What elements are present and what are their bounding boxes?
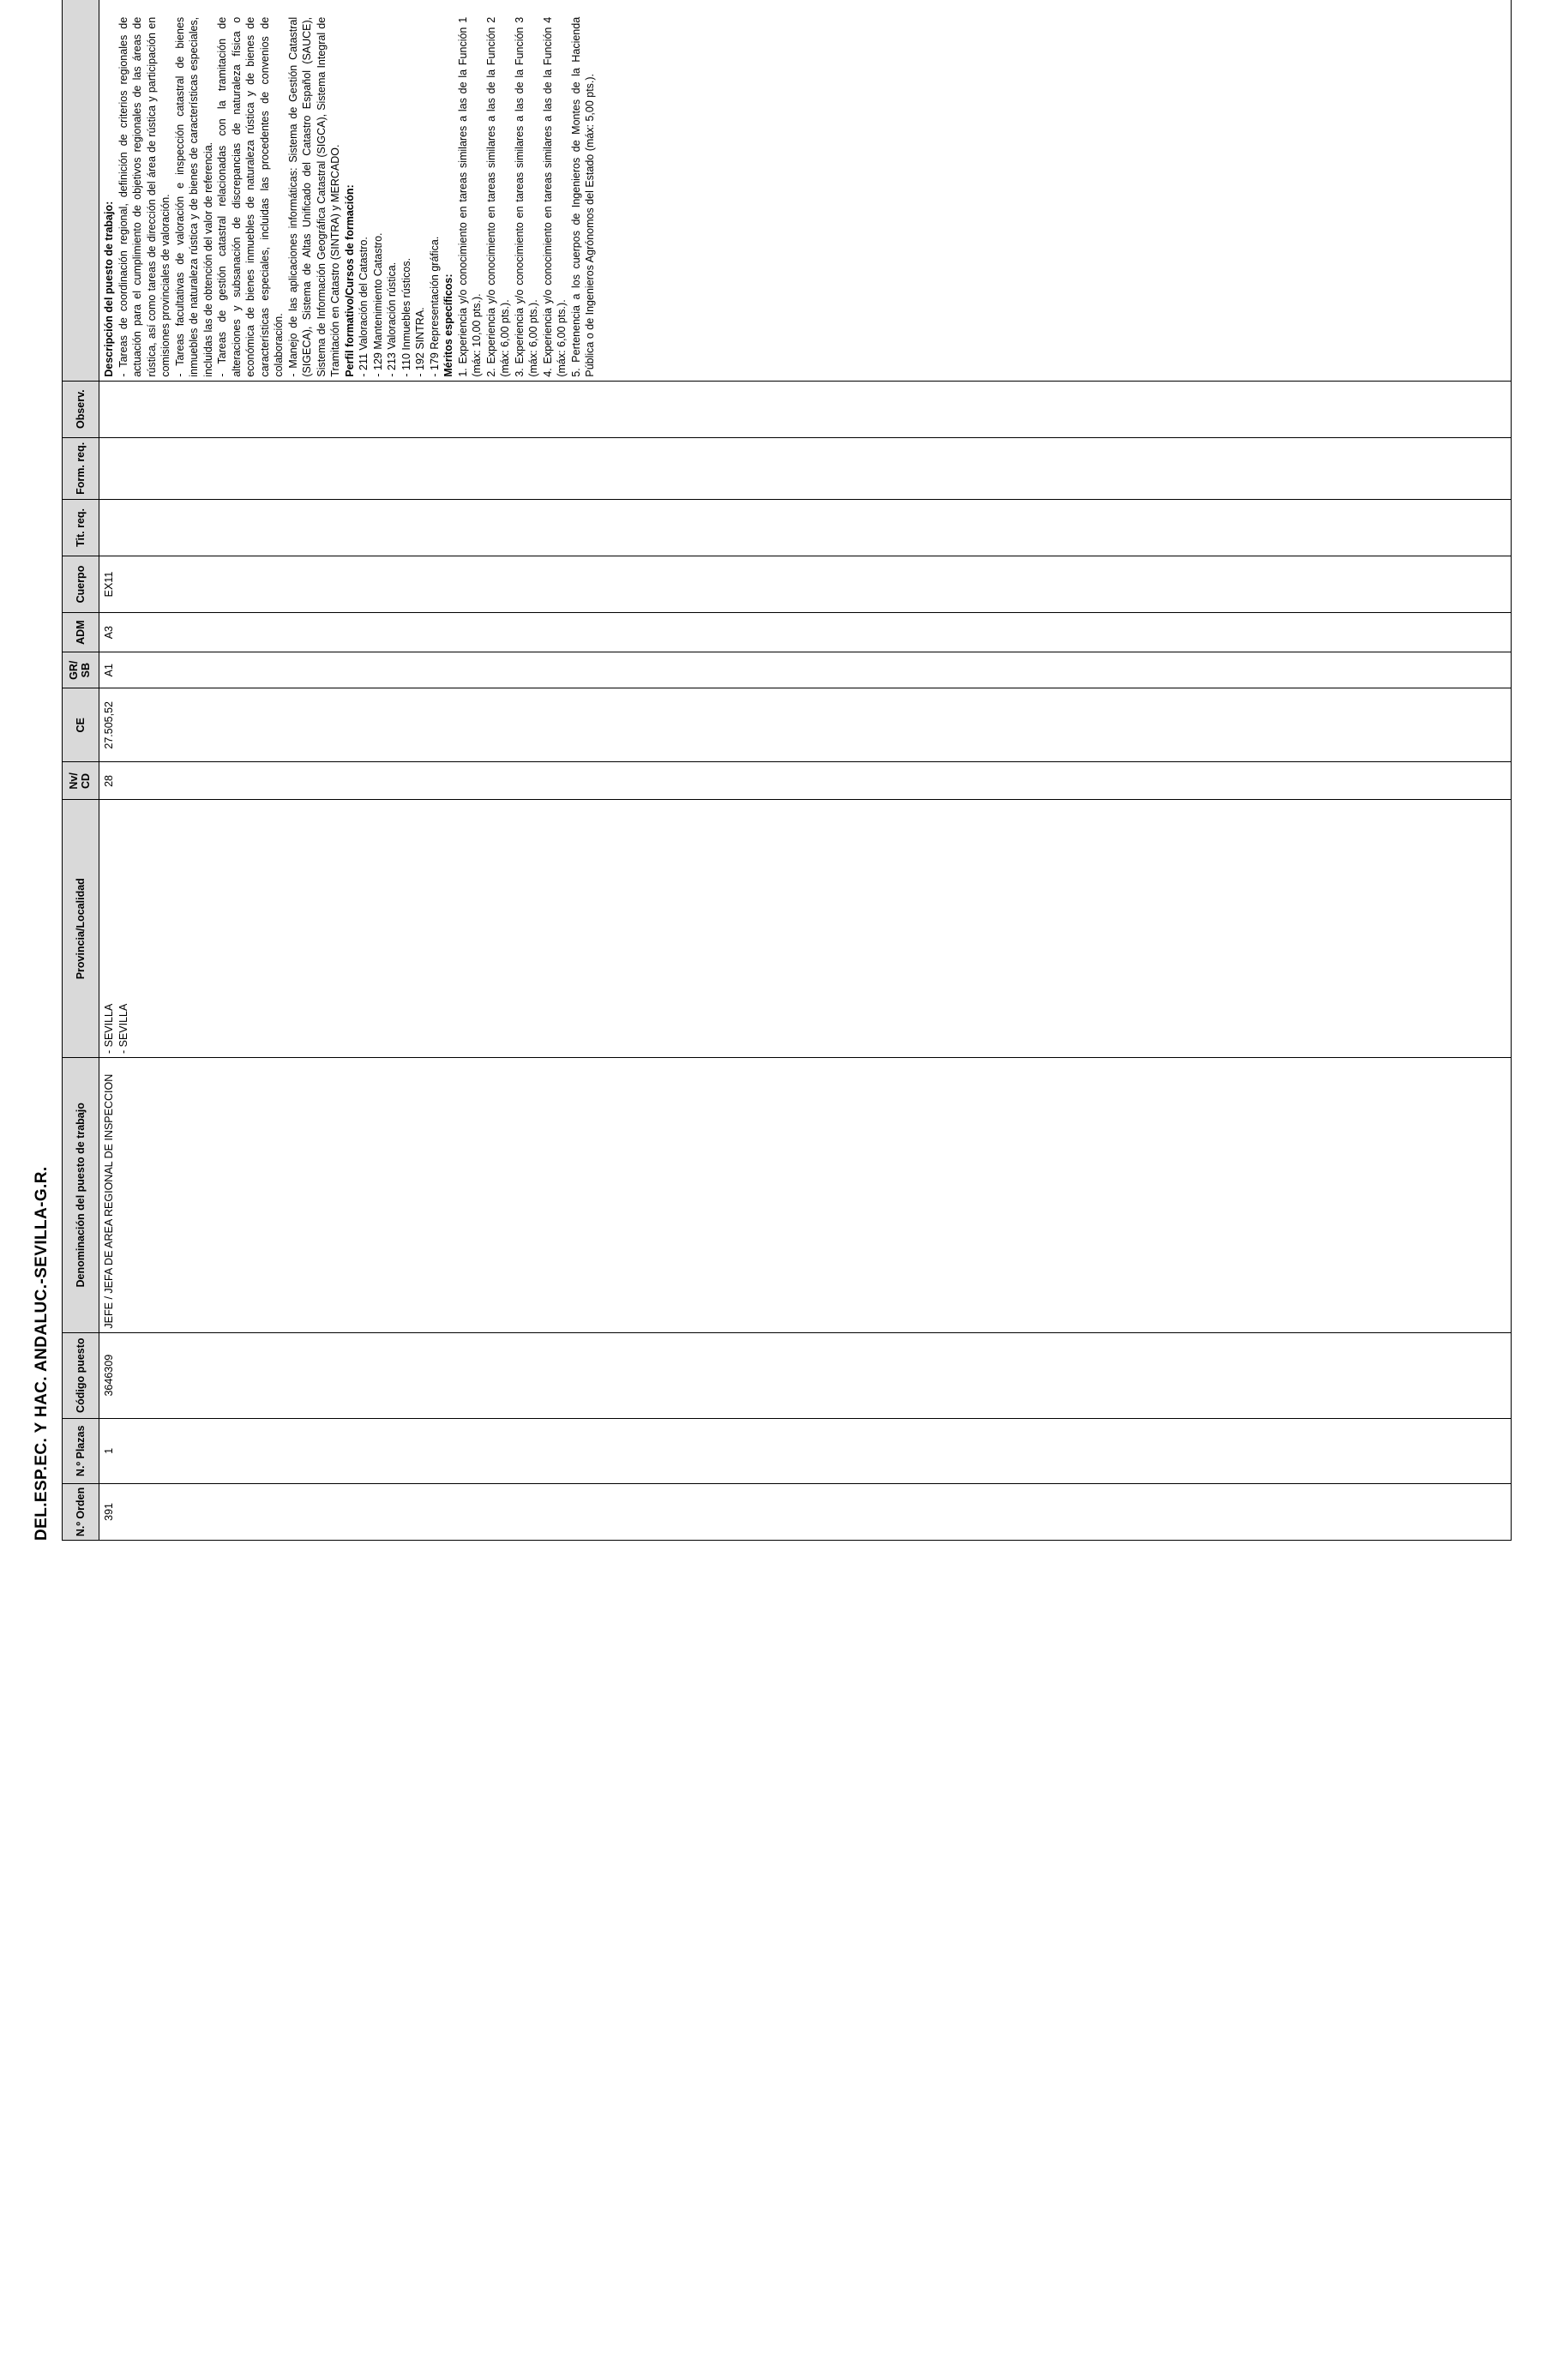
descripcion-item-1: - Tareas de coordinación regional, definición de criterios regionales de actuación para el cumplimiento de objetivos regionales de las áreas de rústica, así como tareas de dirección del área de rústica y participación en comisiones provinciales de valoración. [117, 16, 171, 377]
perfil-item-1: - 211 Valoración del Catastro. [358, 237, 370, 377]
perfil-titulo: Perfil formativo/Cursos de formación: [343, 184, 356, 377]
job-posting-table [62, 0, 1512, 1541]
header-codigo-puesto: Código puesto [63, 1332, 99, 1418]
descripcion-item-3: - Tareas de gestión catastral relacionadas con la tramitación de alteraciones y subsanación de discrepancias de naturaleza física o económica de bienes inmuebles de naturaleza rústica y de bienes de características especiales, incluidas las procedentes de convenios de colaboración. [216, 16, 285, 377]
table-header-row [63, 0, 99, 1541]
perfil-item-2: - 129 Mantenimiento Catastro. [371, 232, 384, 377]
cell-ce: 27.505,52 [99, 688, 1512, 762]
cell-grupo-subgrupo: A1 [99, 652, 1512, 688]
cell-informacion-puesto [99, 0, 1512, 381]
provincia-linea-1: - SEVILLA [103, 1003, 115, 1055]
perfil-item-3: - 213 Valoración rústica. [386, 261, 398, 377]
meritos-item-3: 3. Experiencia y/o conocimiento en tareas similares a las de la Función 3 (máx: 6,00 pts.). [513, 16, 539, 377]
header-nivel-cd-line1: Nv/ [68, 772, 81, 790]
header-denominacion: Denominación del puesto de trabajo [63, 1058, 99, 1333]
header-provincia-localidad: Provincia/Localidad [63, 800, 99, 1058]
header-plazas: N.º Plazas [63, 1418, 99, 1483]
cell-provincia-localidad [99, 800, 1512, 1058]
meritos-titulo: Méritos específicos: [442, 273, 454, 377]
perfil-item-6: - 179 Representación gráfica. [428, 236, 441, 377]
page-title: DEL.ESP.EC. Y HAC. ANDALUC.-SEVILLA-G.R. [33, 1166, 51, 1541]
header-titulacion-requerida: Tit. req. [63, 499, 99, 556]
header-grupo-subgrupo [63, 652, 99, 688]
perfil-item-5: - 192 SINTRA. [414, 307, 426, 377]
cell-titulacion-requerida [99, 499, 1512, 556]
cell-denominacion: JEFE / JEFA DE AREA REGIONAL DE INSPECCION [99, 1058, 1512, 1333]
cell-codigo-puesto: 3646309 [99, 1332, 1512, 1418]
header-informacion-puesto [63, 0, 99, 381]
header-cuerpo: Cuerpo [63, 556, 99, 612]
meritos-item-5: 5. Pertenencia a los cuerpos de Ingenieros de Montes de la Hacienda Pública o de Ingenieros Agrónomos del Estado (máx: 5,00 pts.). [569, 16, 596, 377]
informacion-contenido [102, 0, 1491, 377]
descripcion-item-2: - Tareas facultativas de valoración e inspección catastral de bienes inmuebles de naturaleza rústica y de bienes de características especiales, incluidas las de obtención del valor de referencia. [173, 16, 214, 377]
cell-cuerpo: EX11 [99, 556, 1512, 612]
cell-plazas: 1 [99, 1418, 1512, 1483]
header-grupo-subgrupo-line2: SB [80, 663, 92, 678]
header-nivel-cd [63, 762, 99, 800]
cell-orden: 391 [99, 1483, 1512, 1540]
cell-nivel-cd: 28 [99, 762, 1512, 800]
document-sheet [33, 0, 1529, 1541]
cell-formacion-requerida [99, 437, 1512, 499]
header-nivel-cd-line2: CD [80, 772, 92, 789]
descripcion-item-4: - Manejo de las aplicaciones informáticas: Sistema de Gestión Catastral (SIGECA), Sistema de Altas Unificado del Catastro Español (SAUCE), Sistema de Información Geográfica Catastral (SIGCA), Sistema Integral de Tramitación en Catastro (SINTRA) y MERCADO. [286, 16, 341, 377]
cell-observaciones [99, 381, 1512, 437]
header-observaciones: Observ. [63, 381, 99, 437]
header-grupo-subgrupo-line1: GR/ [68, 660, 81, 680]
meritos-item-1: 1. Experiencia y/o conocimiento en tareas similares a las de la Función 1 (máx: 10,00 pts.). [456, 16, 483, 377]
table-row [99, 0, 1512, 1541]
header-formacion-requerida: Form. req. [63, 437, 99, 499]
provincia-linea-2: - SEVILLA [117, 1003, 129, 1055]
meritos-item-4: 4. Experiencia y/o conocimiento en tareas similares a las de la Función 4 (máx: 6,00 pts.). [541, 16, 568, 377]
cell-adm: A3 [99, 613, 1512, 652]
descripcion-titulo: Descripción del puesto de trabajo: [103, 201, 115, 377]
header-ce: CE [63, 688, 99, 762]
meritos-item-2: 2. Experiencia y/o conocimiento en tareas similares a las de la Función 2 (máx: 6,00 pts.). [484, 16, 511, 377]
header-orden: N.º Orden [63, 1483, 99, 1540]
perfil-item-4: - 110 Inmuebles rústicos. [400, 257, 412, 377]
header-adm: ADM [63, 613, 99, 652]
